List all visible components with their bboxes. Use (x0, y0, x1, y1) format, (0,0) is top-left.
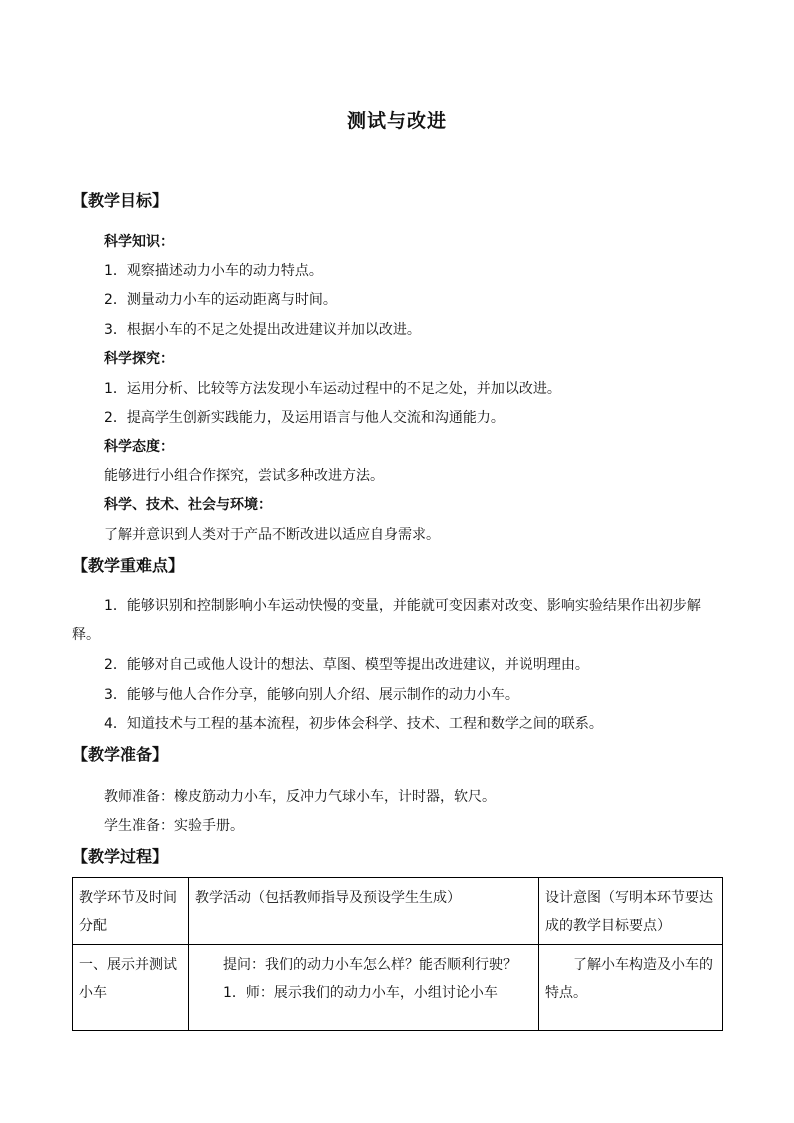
intent-cell (539, 945, 723, 1031)
key-point-item: 2．能够对自己或他人设计的想法、草图、模型等提出改进建议，并说明理由。 (104, 657, 589, 673)
preparation-heading: 【教学准备】 (72, 745, 169, 764)
process-table (72, 877, 723, 1031)
table-header-stage: 教学环节及时间分配 (73, 878, 189, 945)
goals-heading: 【教学目标】 (72, 191, 169, 210)
process-heading: 【教学过程】 (72, 847, 169, 866)
knowledge-item: 2．测量动力小车的运动距离与时间。 (104, 292, 337, 308)
activity-question: 提问：我们的动力小车怎么样？能否顺利行驶？ (223, 957, 517, 973)
key-point-item: 1．能够识别和控制影响小车运动快慢的变量，并能就可变因素对改变、影响实验结果作出初步解释。 (72, 598, 701, 643)
knowledge-item: 1．观察描述动力小车的动力特点。 (104, 263, 323, 279)
sts-text: 了解并意识到人类对于产品不断改进以适应自身需求。 (104, 527, 440, 543)
inquiry-item: 1．运用分析、比较等方法发现小车运动过程中的不足之处，并加以改进。 (104, 381, 561, 397)
key-point-item: 4．知道技术与工程的基本流程，初步体会科学、技术、工程和数学之间的联系。 (104, 716, 603, 732)
knowledge-item: 3．根据小车的不足之处提出改进建议并加以改进。 (104, 322, 421, 338)
activity-cell (189, 945, 539, 1031)
teacher-preparation: 教师准备：橡皮筋动力小车，反冲力气球小车，计时器，软尺。 (104, 789, 496, 805)
table-row (73, 945, 723, 1031)
page-title: 测试与改进 (346, 110, 447, 132)
activity-step: 1．师：展示我们的动力小车，小组讨论小车 (223, 985, 498, 1001)
attitude-label: 科学态度： (104, 439, 174, 455)
sts-label: 科学、技术、社会与环境： (104, 497, 272, 513)
attitude-text: 能够进行小组合作探究，尝试多种改进方法。 (104, 468, 384, 484)
key-point-item: 3．能够与他人合作分享，能够向别人介绍、展示制作的动力小车。 (104, 687, 519, 703)
key-points-heading: 【教学重难点】 (72, 556, 185, 575)
student-preparation: 学生准备：实验手册。 (104, 818, 244, 834)
table-header-activity: 教学活动（包括教师指导及预设学生生成） (189, 878, 539, 945)
inquiry-item: 2．提高学生创新实践能力，及运用语言与他人交流和沟通能力。 (104, 410, 505, 426)
table-header-row (73, 878, 723, 945)
table-header-intent: 设计意图（写明本环节要达成的教学目标要点） (539, 878, 723, 945)
stage-cell: 一、展示并测试小车 (73, 945, 189, 1031)
inquiry-label: 科学探究： (104, 351, 174, 367)
knowledge-label: 科学知识： (104, 234, 174, 250)
intent-text: 了解小车构造及小车的特点。 (545, 957, 713, 1001)
